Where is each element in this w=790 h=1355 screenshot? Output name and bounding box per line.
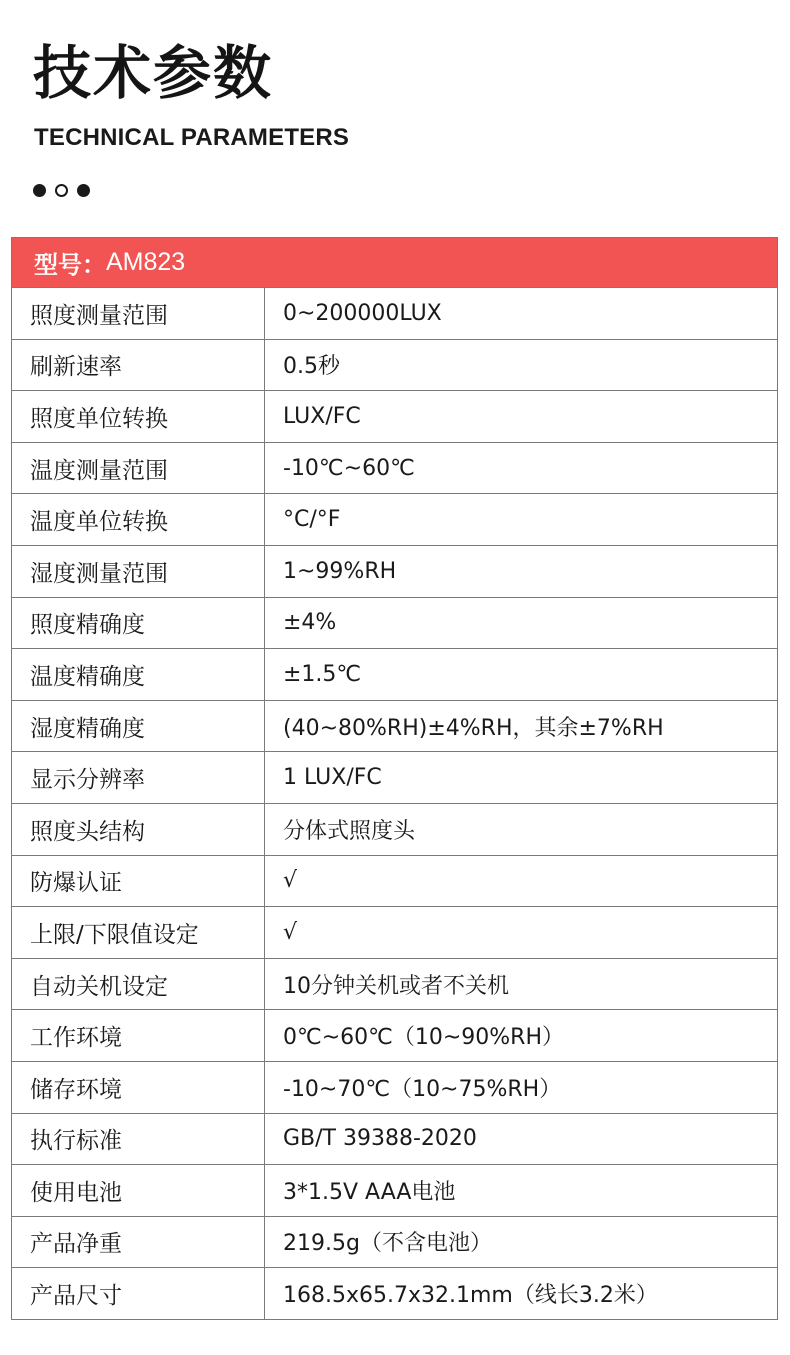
parameter-value: 0~200000LUX — [283, 300, 442, 326]
parameter-value: 1 LUX/FC — [283, 765, 382, 791]
dot-3-icon — [77, 184, 90, 197]
parameters-table — [11, 237, 778, 1320]
parameter-value: GB/T 39388-2020 — [283, 1126, 477, 1152]
parameter-label: 工作环境 — [12, 1010, 265, 1061]
dot-1-icon — [33, 184, 46, 197]
parameter-label: 产品净重 — [12, 1217, 265, 1268]
table-row — [12, 545, 777, 597]
table-row — [12, 1113, 777, 1165]
parameter-label: 照度精确度 — [12, 598, 265, 649]
parameter-value: √ — [283, 868, 298, 894]
parameter-value: ±4% — [283, 610, 337, 636]
decorative-dots — [33, 182, 90, 198]
parameter-value: 3*1.5V AAA电池 — [283, 1179, 456, 1205]
parameter-label: 执行标准 — [12, 1114, 265, 1165]
table-row — [12, 958, 777, 1010]
parameter-label: 上限/下限值设定 — [12, 907, 265, 958]
table-row — [12, 493, 777, 545]
table-row — [12, 1009, 777, 1061]
dot-2-icon — [55, 184, 68, 197]
parameter-label: 显示分辨率 — [12, 752, 265, 803]
table-row — [12, 1216, 777, 1268]
parameter-label: 温度精确度 — [12, 649, 265, 700]
parameter-value: (40~80%RH)±4%RH，其余±7%RH — [283, 715, 664, 741]
parameter-label: 产品尺寸 — [12, 1268, 265, 1319]
page-title: 技术参数 — [33, 39, 274, 107]
parameter-value: 10分钟关机或者不关机 — [283, 973, 509, 999]
parameter-value: °C/°F — [283, 507, 341, 533]
table-row — [12, 648, 777, 700]
parameter-value: 0.5秒 — [283, 354, 340, 380]
parameter-value: 219.5g（不含电池） — [283, 1231, 492, 1257]
table-row — [12, 339, 777, 391]
parameter-label: 防爆认证 — [12, 856, 265, 907]
table-row — [12, 700, 777, 752]
parameter-value: 分体式照度头 — [283, 818, 416, 844]
parameter-value: -10℃~60℃ — [283, 455, 415, 481]
table-row — [12, 390, 777, 442]
table-row — [12, 751, 777, 803]
table-row — [12, 803, 777, 855]
model-header-row — [12, 238, 777, 287]
parameter-value: 168.5x65.7x32.1mm（线长3.2米） — [283, 1283, 658, 1309]
table-row — [12, 442, 777, 494]
parameter-label: 照度单位转换 — [12, 391, 265, 442]
table-row — [12, 1267, 777, 1319]
parameter-value: √ — [283, 919, 298, 945]
table-row — [12, 855, 777, 907]
table-row — [12, 1061, 777, 1113]
parameter-value: LUX/FC — [283, 403, 361, 429]
parameter-label: 湿度测量范围 — [12, 546, 265, 597]
parameter-label: 使用电池 — [12, 1165, 265, 1216]
parameter-label: 储存环境 — [12, 1062, 265, 1113]
table-row — [12, 287, 777, 339]
parameter-label: 刷新速率 — [12, 340, 265, 391]
parameter-label: 照度头结构 — [12, 804, 265, 855]
parameter-label: 温度单位转换 — [12, 494, 265, 545]
model-label: 型号： — [34, 251, 106, 279]
table-row — [12, 597, 777, 649]
table-row — [12, 1164, 777, 1216]
parameter-value: ±1.5℃ — [283, 661, 362, 687]
parameter-rows — [12, 287, 777, 1319]
parameter-label: 湿度精确度 — [12, 701, 265, 752]
parameter-label: 照度测量范围 — [12, 288, 265, 339]
page-subtitle: TECHNICAL PARAMETERS — [34, 124, 350, 151]
model-value: AM823 — [106, 248, 186, 276]
parameter-label: 自动关机设定 — [12, 959, 265, 1010]
parameter-label: 温度测量范围 — [12, 443, 265, 494]
parameter-value: -10~70℃（10~75%RH） — [283, 1076, 562, 1102]
parameter-value: 1~99%RH — [283, 558, 397, 584]
parameter-value: 0℃~60℃（10~90%RH） — [283, 1025, 564, 1051]
table-row — [12, 906, 777, 958]
